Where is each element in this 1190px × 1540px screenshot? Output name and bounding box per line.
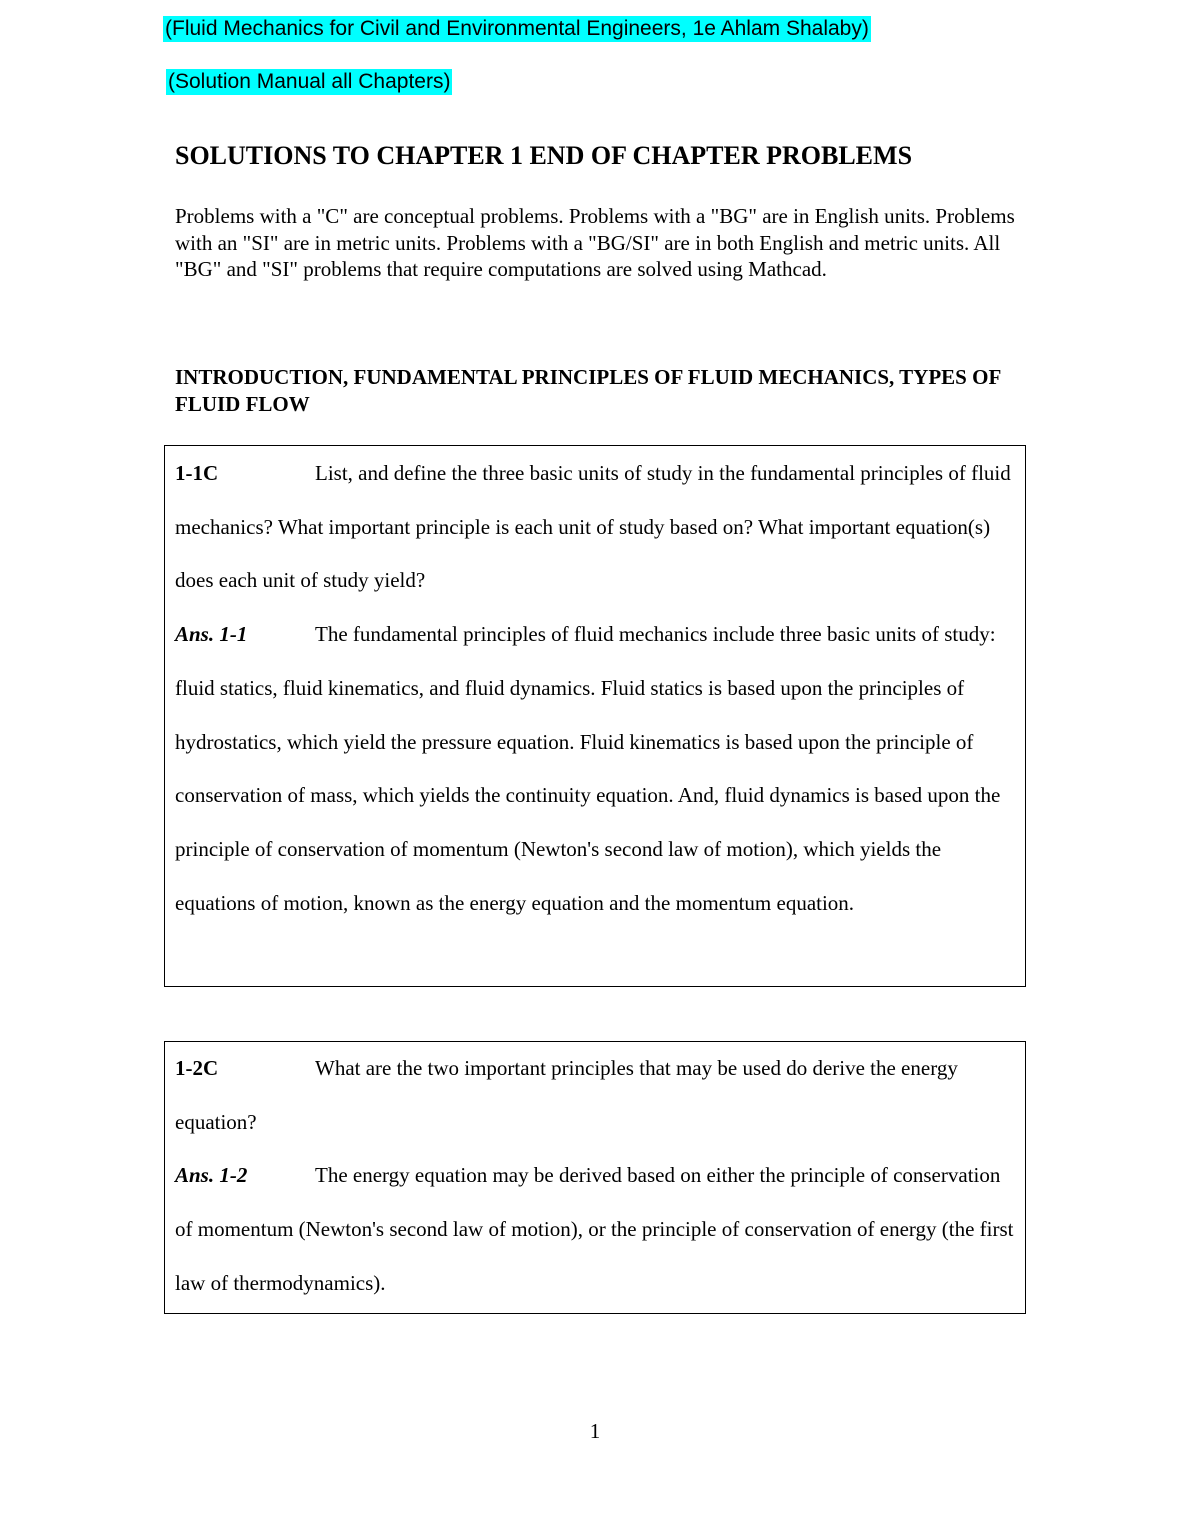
problem-box-1-2c [164, 1041, 1026, 1314]
problem-answer [175, 608, 1015, 930]
problem-question [175, 1042, 1015, 1149]
question-text: List, and define the three basic units of study in the fundamental principles of fluid mechanics? What important principle is each unit of study based on? What important equation(s) does each unit of study yield? [175, 461, 1011, 593]
book-title-highlight: (Fluid Mechanics for Civil and Environmental Engineers, 1e Ahlam Shalaby) [165, 17, 869, 40]
section-heading: INTRODUCTION, FUNDAMENTAL PRINCIPLES OF FLUID MECHANICS, TYPES OF FLUID FLOW [175, 365, 1001, 416]
problem-question [175, 447, 1015, 608]
problem-box-1-1c [164, 445, 1026, 987]
question-text: What are the two important principles that may be used do derive the energy equation? [175, 1056, 958, 1134]
page-number: 1 [589, 1419, 601, 1443]
answer-text: The energy equation may be derived based on either the principle of conservation of momentum (Newton's second law of motion), or the principle of conservation of energy (the first law of thermodynamics). [175, 1163, 1014, 1295]
intro-paragraph: Problems with a "C" are conceptual problems. Problems with a "BG" are in English units. Problems with an "SI" are in metric units. Problems with a "BG/SI" are in both English and metric units. All "BG" and "SI" problems that require computations are solved using Mathcad. [175, 204, 1015, 282]
chapter-title: SOLUTIONS TO CHAPTER 1 END OF CHAPTER PROBLEMS [175, 141, 913, 170]
answer-text: The fundamental principles of fluid mechanics include three basic units of study: fluid statics, fluid kinematics, and fluid dynamics. Fluid statics is based upon the principles of hydrostatics, which yield the pressure equation. Fluid kinematics is based upon the principle of conservation of mass, which yields the continuity equation. And, fluid dynamics is based upon the principle of conservation of momentum (Newton's second law of motion), which yields the equations of motion, known as the energy equation and the momentum equation. [175, 622, 1001, 915]
problem-label: 1-1C [175, 461, 219, 485]
answer-label: Ans. 1-2 [175, 1163, 248, 1188]
solution-manual-highlight: (Solution Manual all Chapters) [168, 70, 451, 93]
problem-label: 1-2C [175, 1056, 219, 1080]
problem-answer [175, 1149, 1015, 1310]
answer-label: Ans. 1-1 [175, 622, 248, 647]
